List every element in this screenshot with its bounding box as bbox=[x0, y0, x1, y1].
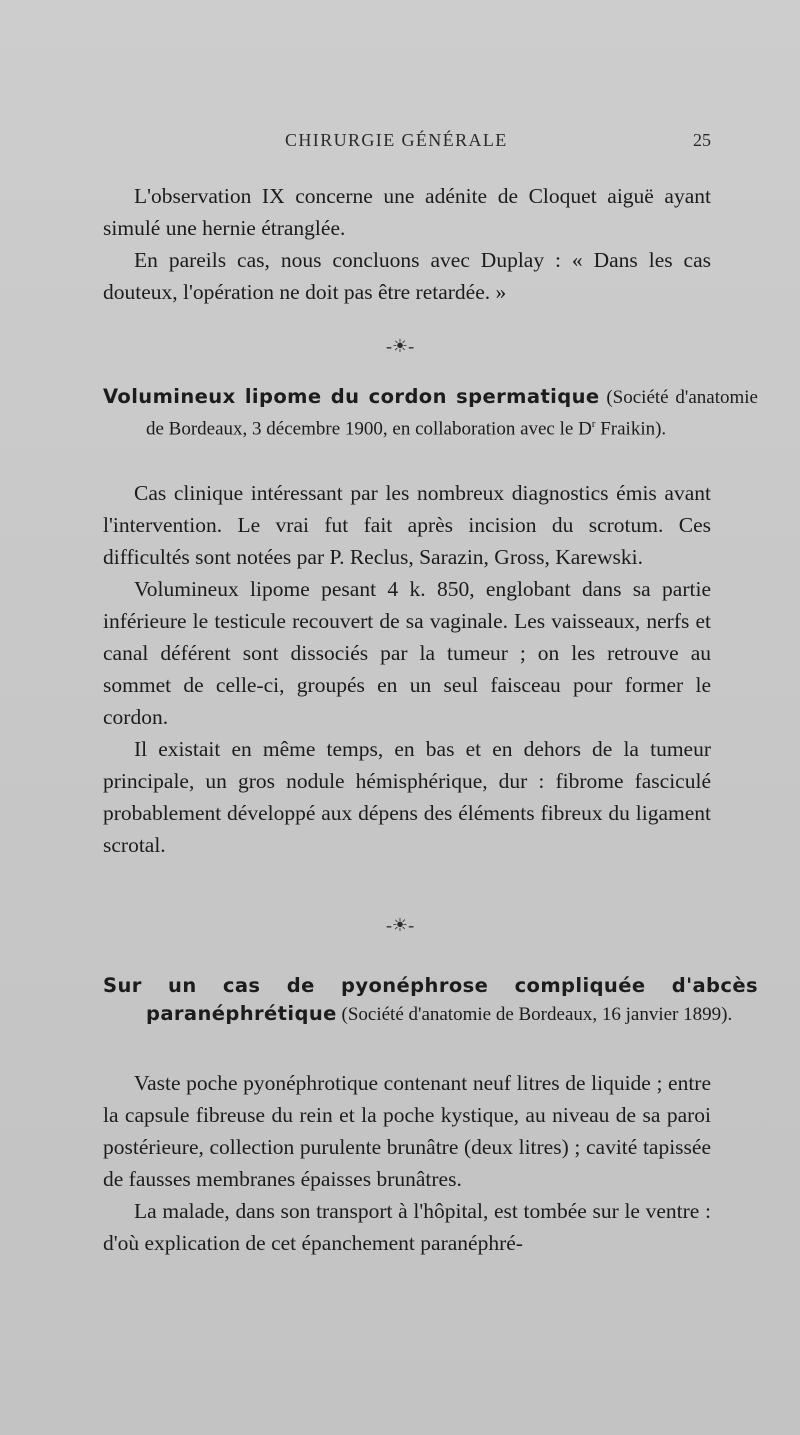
section-body-pyonephrose bbox=[103, 1067, 711, 1259]
section-heading-lipome bbox=[103, 383, 758, 443]
running-head-title: CHIRURGIE GÉNÉRALE bbox=[285, 130, 508, 150]
paragraph: Il existait en même temps, en bas et en dehors de la tumeur principale, un gros nodule hémisphérique, dur : fibrome fasciculé probablement développé aux dépens des éléments fibreux du ligament scrotal. bbox=[103, 737, 711, 857]
section-separator: -☀- bbox=[385, 915, 415, 935]
superscript: r bbox=[591, 418, 596, 430]
paragraph: Cas clinique intéressant par les nombreux diagnostics émis avant l'intervention. Le vrai fut fait après incision du scrotum. Ces difficultés sont notées par P. Reclus, Sarazin, Gross, Karewski. bbox=[103, 481, 711, 569]
section-separator: -☀- bbox=[385, 336, 415, 356]
section-reference-end: Fraikin). bbox=[595, 418, 667, 440]
intro-text bbox=[103, 180, 711, 308]
running-head bbox=[0, 128, 800, 158]
section-reference: (Société d'anatomie de Bordeaux, 3 décembre 1900, en collaboration avec le D bbox=[146, 387, 758, 440]
section-body-lipome bbox=[103, 477, 711, 861]
section-title: Sur un cas de pyonéphrose compliquée d'abcès paranéphrétique bbox=[103, 974, 758, 1025]
page-number: 25 bbox=[693, 130, 711, 150]
paragraph: Vaste poche pyonéphrotique contenant neuf litres de liquide ; entre la capsule fibreuse du rein et la poche kystique, au niveau de sa paroi postérieure, collection purulente brunâtre (deux litres) ; cavité tapissée de fausses membranes épaisses brunâtres. bbox=[103, 1071, 711, 1191]
paragraph: Volumineux lipome pesant 4 k. 850, englobant dans sa partie inférieure le testicule recouvert de sa vaginale. Les vaisseaux, nerfs et canal déférent sont dissociés par la tumeur ; on les retrouve au sommet de celle-ci, groupés en un seul faisceau pour former le cordon. bbox=[103, 577, 711, 729]
paragraph: L'observation IX concerne une adénite de Cloquet aiguë ayant simulé une hernie étranglée. bbox=[103, 184, 711, 240]
section-heading-pyonephrose bbox=[103, 972, 758, 1028]
section-reference: (Société d'anatomie de Bordeaux, 16 janvier 1899). bbox=[336, 1004, 733, 1025]
paragraph: La malade, dans son transport à l'hôpital, est tombée sur le ventre : d'où explication de cet épanchement paranéphré- bbox=[103, 1199, 711, 1255]
section-title: Volumineux lipome du cordon spermatique bbox=[103, 385, 600, 408]
paragraph: En pareils cas, nous concluons avec Duplay : « Dans les cas douteux, l'opération ne doit pas être retardée. » bbox=[103, 248, 711, 304]
